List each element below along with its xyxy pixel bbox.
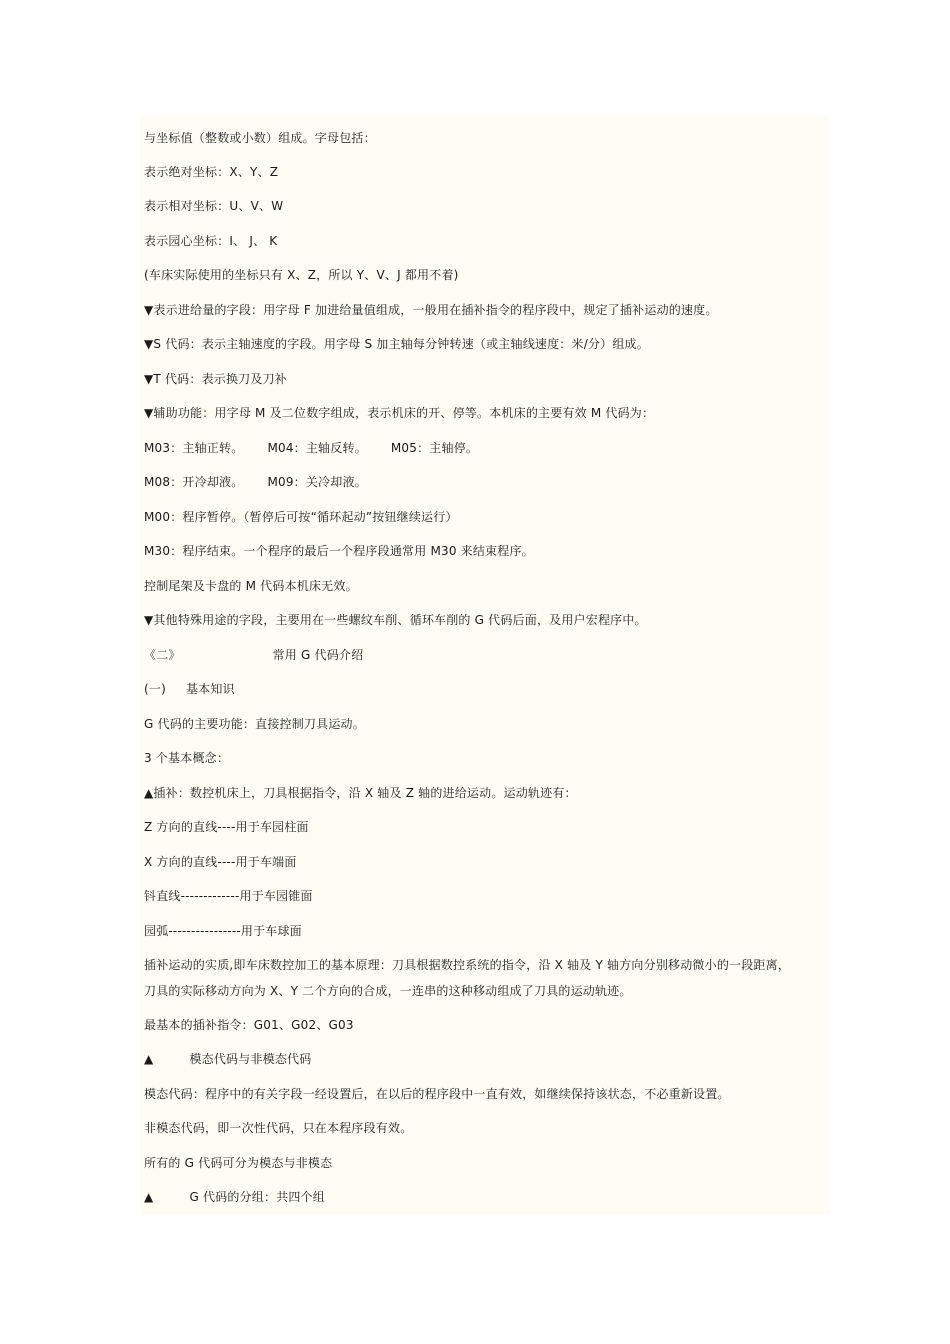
text-line: (车床实际使用的坐标只有 X、Z，所以 Y、V、J 都用不着) [144, 268, 459, 282]
bullet-heading [144, 1189, 325, 1205]
text-line: ▼辅助功能：用字母 M 及二位数字组成，表示机床的开、停等。本机床的主要有效 M 代码为： [144, 406, 655, 420]
m-code-item: M04：主轴反转。 [267, 441, 367, 455]
m-code-row [144, 474, 367, 490]
text-line: M00：程序暂停。（暂停后可按“循环起动”按钮继续运行） [144, 510, 458, 524]
text-line: 与坐标值（整数或小数）组成。字母包括： [144, 131, 376, 145]
subsection-heading [144, 681, 235, 697]
text-line: 控制尾架及卡盘的 M 代码本机床无效。 [144, 579, 358, 593]
text-line: 园弧----------------用于车球面 [144, 924, 302, 938]
text-line: 表示相对坐标：U、V、W [144, 199, 284, 213]
m-code-item: M08：开冷却液。 [144, 475, 244, 489]
text-line: ▲插补：数控机床上，刀具根据指令，沿 X 轴及 Z 轴的进给运动。运动轨迹有： [144, 786, 577, 800]
text-line: 所有的 G 代码可分为模态与非模态 [144, 1156, 333, 1170]
m-code-item: M03：主轴正转。 [144, 441, 244, 455]
bullet-heading [144, 1051, 311, 1067]
triangle-bullet: ▲ [144, 1190, 154, 1204]
text-line: 刀具的实际移动方向为 X、Y 二个方向的合成，一连串的这种移动组成了刀具的运动轨迹。 [144, 984, 632, 998]
text-line: M30：程序结束。一个程序的最后一个程序段通常用 M30 来结束程序。 [144, 544, 534, 558]
section-number: 《二》 [144, 648, 181, 662]
text-line: 表示绝对坐标：X、Y、Z [144, 165, 279, 179]
text-line: ▼其他特殊用途的字段，主要用在一些螺纹车削、循环车削的 G 代码后面，及用户宏程序中。 [144, 613, 647, 627]
m-code-row [144, 440, 478, 456]
subsection-number: (一) [144, 682, 166, 696]
text-line: 钭直线-------------用于车园锥面 [144, 889, 313, 903]
section-heading [144, 647, 363, 663]
text-line: G 代码的主要功能：直接控制刀具运动。 [144, 717, 365, 731]
subsection-title: 基本知识 [185, 682, 235, 696]
bullet-heading-text: G 代码的分组：共四个组 [189, 1190, 325, 1204]
m-code-item: M05：主轴停。 [390, 441, 479, 455]
triangle-bullet: ▲ [144, 1052, 154, 1066]
bullet-heading-text: 模态代码与非模态代码 [189, 1052, 312, 1066]
text-line: 模态代码：程序中的有关字段一经设置后，在以后的程序段中一直有效，如继续保持该状态，不必重新设置。 [144, 1087, 730, 1101]
section-title: 常用 G 代码介绍 [272, 648, 364, 662]
text-line: 表示园心坐标：I、 J、 K [144, 234, 278, 248]
text-line: X 方向的直线----用于车端面 [144, 855, 297, 869]
text-line: ▼T 代码：表示换刀及刀补 [144, 372, 287, 386]
text-line: 插补运动的实质,即车床数控加工的基本原理：刀具根据数控系统的指令，沿 X 轴及 Y 轴方向分别移动微小的一段距离， [144, 958, 791, 972]
text-line: Z 方向的直线----用于车园柱面 [144, 820, 309, 834]
text-line: 最基本的插补指令：G01、G02、G03 [144, 1018, 354, 1032]
m-code-item: M09：关冷却液。 [267, 475, 367, 489]
text-line: 非模态代码，即一次性代码，只在本程序段有效。 [144, 1121, 413, 1135]
text-line: 3 个基本概念： [144, 751, 230, 765]
text-line: ▼S 代码：表示主轴速度的字段。用字母 S 加主轴每分钟转速（或主轴线速度：米/分）组成。 [144, 337, 649, 351]
text-line: ▼表示进给量的字段：用字母 F 加进给量值组成，一般用在插补指令的程序段中，规定了插补运动的速度。 [144, 303, 718, 317]
